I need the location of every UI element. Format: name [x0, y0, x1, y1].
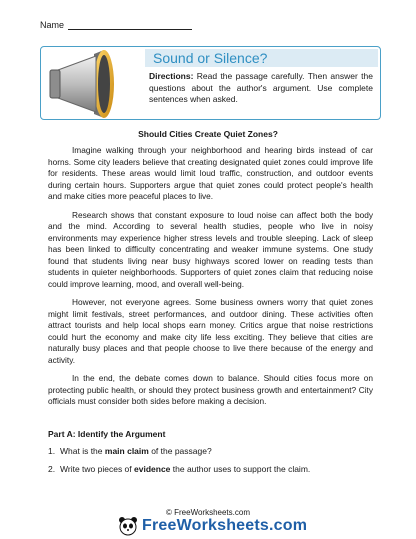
panda-icon	[118, 516, 138, 536]
question-2	[48, 464, 310, 474]
question-text: the author uses to support the claim.	[170, 464, 311, 474]
passage	[48, 145, 373, 415]
title-bar	[145, 49, 378, 67]
name-line[interactable]	[68, 20, 192, 30]
question-number: 2.	[48, 464, 56, 474]
question-keyword: evidence	[134, 464, 171, 474]
logo-text: FreeWorksheets.com	[142, 517, 308, 534]
name-label: Name	[40, 20, 65, 30]
question-number: 1.	[48, 446, 56, 456]
footer-copyright: © FreeWorksheets.com	[166, 508, 250, 517]
question-1	[48, 446, 212, 456]
speaker-icon	[44, 44, 138, 124]
question-text: of the passage?	[148, 446, 212, 456]
question-text: What is the	[60, 446, 105, 456]
paragraph: However, not everyone agrees. Some business owners worry that quiet zones might limit festivals, street performances, and outdoor dining. These activities often attract tourists and help local shops earn money. Critics argue that noise restrictions could hurt the economy and make city life less exciting. They believe that cities are naturally busy places and that people choose to live there because of the energy and activity.	[48, 297, 373, 365]
paragraph: Research shows that constant exposure to loud noise can affect both the body and the mind. According to several health studies, people who live in noisy environments may experience higher stress levels and trouble sleeping. Lack of sleep has been linked to difficulty concentrating and weaker immune systems. One study found that students living near busy highways scored lower on reading tests than students in quieter neighborhoods. Supporters of quiet zones claim that reducing noise could improve learning, mood, and overall well-being.	[48, 209, 373, 289]
question-text: Write two pieces of	[60, 464, 135, 474]
question-keyword: main claim	[104, 446, 149, 456]
directions-text: Read the passage carefully. Then answer the questions about the author's argument. Use complete sentences when asked.	[149, 71, 373, 104]
paragraph: Imagine walking through your neighborhood and hearing birds instead of car horns. Some city leaders believe that creating designated quiet zones could improve life for residents. These areas would limit loud traffic, construction, and outdoor events during certain hours. Supporters argue that quiet zones could protect people's health and make cities more peaceful places to live.	[48, 145, 373, 201]
passage-title: Should Cities Create Quiet Zones?	[138, 129, 278, 139]
worksheet-title: Sound or Silence?	[153, 50, 268, 66]
part-a-heading: Part A: Identify the Argument	[48, 429, 166, 439]
directions	[149, 71, 373, 106]
directions-label: Directions:	[149, 71, 194, 81]
footer-logo	[118, 516, 307, 536]
name-field	[40, 20, 192, 30]
paragraph: In the end, the debate comes down to balance. Should cities focus more on protecting public health, or should they protect business growth and entertainment? City officials must consider both sides before making a decision.	[48, 373, 373, 406]
